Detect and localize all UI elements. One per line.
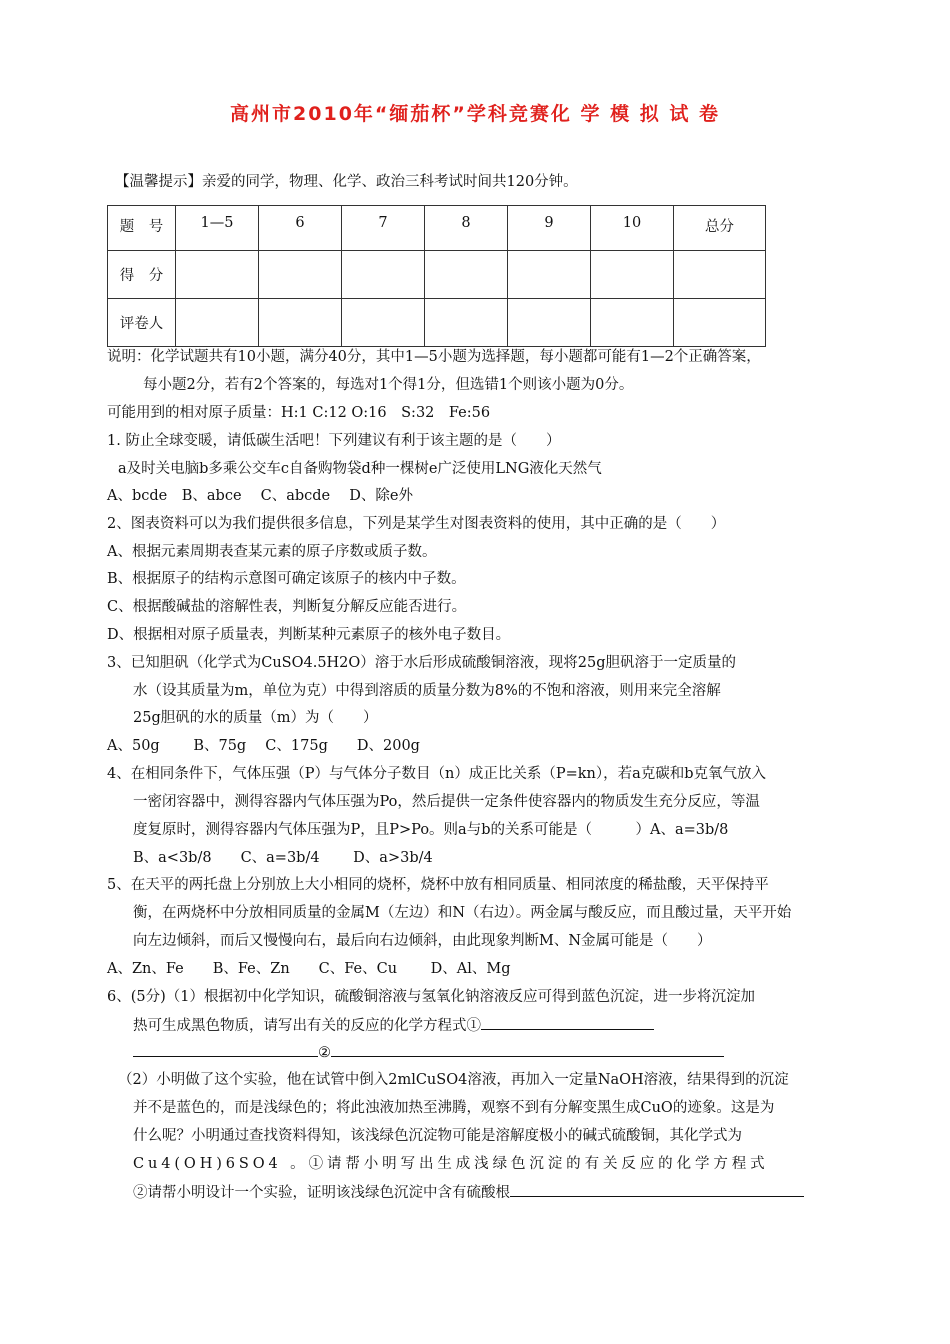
header-cell: 总分 — [674, 206, 766, 251]
grader-cell — [342, 299, 425, 347]
exam-title: 高州市2010年“缅茄杯”学科竞赛化 学 模 拟 试 卷 — [230, 103, 720, 125]
score-cell — [259, 251, 342, 299]
grader-cell — [176, 299, 259, 347]
q6-part2-line: Cu4(OH)6SO4 。①请帮小明写出生成浅绿色沉淀的有关反应的化学方程式 — [133, 1156, 769, 1172]
q3-line: 3、已知胆矾（化学式为CuSO4.5H2O）溶于水后形成硫酸铜溶液，现将25g胆矾溶于一定质量的 — [107, 655, 737, 671]
q6-part2-line: （2）小明做了这个实验，他在试管中倒入2mlCuSO4溶液，再加入一定量NaOH溶液，结果得到的沉淀 — [118, 1072, 789, 1088]
score-table — [107, 205, 766, 347]
header-cell: 题 号 — [108, 206, 176, 251]
tip-text: 【温馨提示】亲爱的同学，物理、化学、政治三科考试时间共120分钟。 — [115, 174, 578, 190]
grader-row — [108, 299, 766, 347]
q2-stem: 2、图表资料可以为我们提供很多信息，下列是某学生对图表资料的使用，其中正确的是（ ） — [107, 516, 726, 532]
header-cell: 9 — [508, 206, 591, 251]
score-cell — [591, 251, 674, 299]
score-cell — [508, 251, 591, 299]
header-cell: 8 — [425, 206, 508, 251]
q6-part2-line: 什么呢？小明通过查找资料得知，该浅绿色沉淀物可能是溶解度极小的碱式硫酸铜，其化学式为 — [133, 1128, 742, 1144]
atomic-mass-line: 可能用到的相对原子质量：H:1 C:12 O:16 S:32 Fe:56 — [107, 405, 491, 421]
q6-mark: ② — [318, 1045, 331, 1061]
score-cell — [674, 251, 766, 299]
q2-option-d: D、根据相对原子质量表，判断某种元素原子的核外电子数目。 — [107, 627, 511, 643]
answer-blank-3[interactable] — [510, 1182, 804, 1197]
q3-options: A、50g B、75g C、175g D、200g — [107, 738, 420, 754]
instructions-line: 每小题2分，若有2个答案的，每选对1个得1分，但选错1个则该小题为0分。 — [143, 377, 634, 393]
answer-blank-2b[interactable] — [331, 1042, 724, 1057]
q2-option-a: A、根据元素周期表查某元素的原子序数或质子数。 — [107, 544, 437, 560]
header-cell: 10 — [591, 206, 674, 251]
q6-line — [133, 1015, 654, 1036]
q4-line: 4、在相同条件下，气体压强（P）与气体分子数目（n）成正比关系（P=kn），若a克碳和b克氧气放入 — [107, 766, 767, 782]
q5-line: 衡，在两烧杯中分放相同质量的金属M（左边）和N（右边）。两金属与酸反应，而且酸过量，天平开始 — [133, 905, 792, 921]
score-cell — [342, 251, 425, 299]
score-table-header-row — [108, 206, 766, 251]
score-cell — [425, 251, 508, 299]
grader-cell — [259, 299, 342, 347]
q6-part2-line — [133, 1182, 804, 1203]
answer-blank-1[interactable] — [481, 1015, 654, 1030]
grader-cell — [674, 299, 766, 347]
header-cell: 1—5 — [176, 206, 259, 251]
score-row — [108, 251, 766, 299]
q3-line: 水（设其质量为m，单位为克）中得到溶质的质量分数为8%的不饱和溶液，则用来完全溶解 — [133, 683, 721, 699]
q6-line: 6、(5分)（1）根据初中化学知识，硫酸铜溶液与氢氧化钠溶液反应可得到蓝色沉淀，进一步将沉淀加 — [107, 989, 755, 1005]
q6-line — [133, 1042, 724, 1063]
grader-row-label: 评卷人 — [108, 299, 176, 347]
q4-line: 一密闭容器中，测得容器内气体压强为Po，然后提供一定条件使容器内的物质发生充分反应，等温 — [133, 794, 760, 810]
instructions-line: 说明：化学试题共有10小题，满分40分，其中1—5小题为选择题，每小题都可能有1—2个正确答案， — [107, 349, 761, 365]
header-cell: 6 — [259, 206, 342, 251]
header-cell: 7 — [342, 206, 425, 251]
q1-options: A、bcde B、abce C、abcde D、除e外 — [107, 488, 413, 504]
q5-line: 向左边倾斜，而后又慢慢向右，最后向右边倾斜，由此现象判断M、N金属可能是（ ） — [133, 933, 712, 949]
answer-blank-2a[interactable] — [133, 1042, 318, 1057]
q4-options: B、a<3b/8 C、a=3b/4 D、a>3b/4 — [133, 850, 433, 866]
q5-options: A、Zn、Fe B、Fe、Zn C、Fe、Cu D、Al、Mg — [107, 961, 511, 977]
q5-line: 5、在天平的两托盘上分别放上大小相同的烧杯，烧杯中放有相同质量、相同浓度的稀盐酸，天平保持平 — [107, 877, 769, 893]
q6-part2-line: 并不是蓝色的，而是浅绿色的；将此浊液加热至沸腾，观察不到有分解变黑生成CuO的迹象。这是为 — [133, 1100, 775, 1116]
q3-line: 25g胆矾的水的质量（m）为（ ） — [133, 710, 378, 726]
score-row-label: 得 分 — [108, 251, 176, 299]
q4-line: 度复原时，测得容器内气体压强为P，且P>Po。则a与b的关系可能是（ ）A、a=3b/8 — [133, 822, 729, 838]
q2-option-c: C、根据酸碱盐的溶解性表，判断复分解反应能否进行。 — [107, 599, 467, 615]
q1-stem: 1. 防止全球变暖，请低碳生活吧！下列建议有利于该主题的是（ ） — [107, 433, 561, 449]
grader-cell — [591, 299, 674, 347]
grader-cell — [508, 299, 591, 347]
q6-part2-text: ②请帮小明设计一个实验，证明该浅绿色沉淀中含有硫酸根 — [133, 1185, 510, 1201]
grader-cell — [425, 299, 508, 347]
q1-items: a及时关电脑b多乘公交车c自备购物袋d种一棵树e广泛使用LNG液化天然气 — [118, 461, 602, 477]
q6-line-text: 热可生成黑色物质，请写出有关的反应的化学方程式① — [133, 1018, 481, 1034]
score-cell — [176, 251, 259, 299]
q2-option-b: B、根据原子的结构示意图可确定该原子的核内中子数。 — [107, 571, 466, 587]
